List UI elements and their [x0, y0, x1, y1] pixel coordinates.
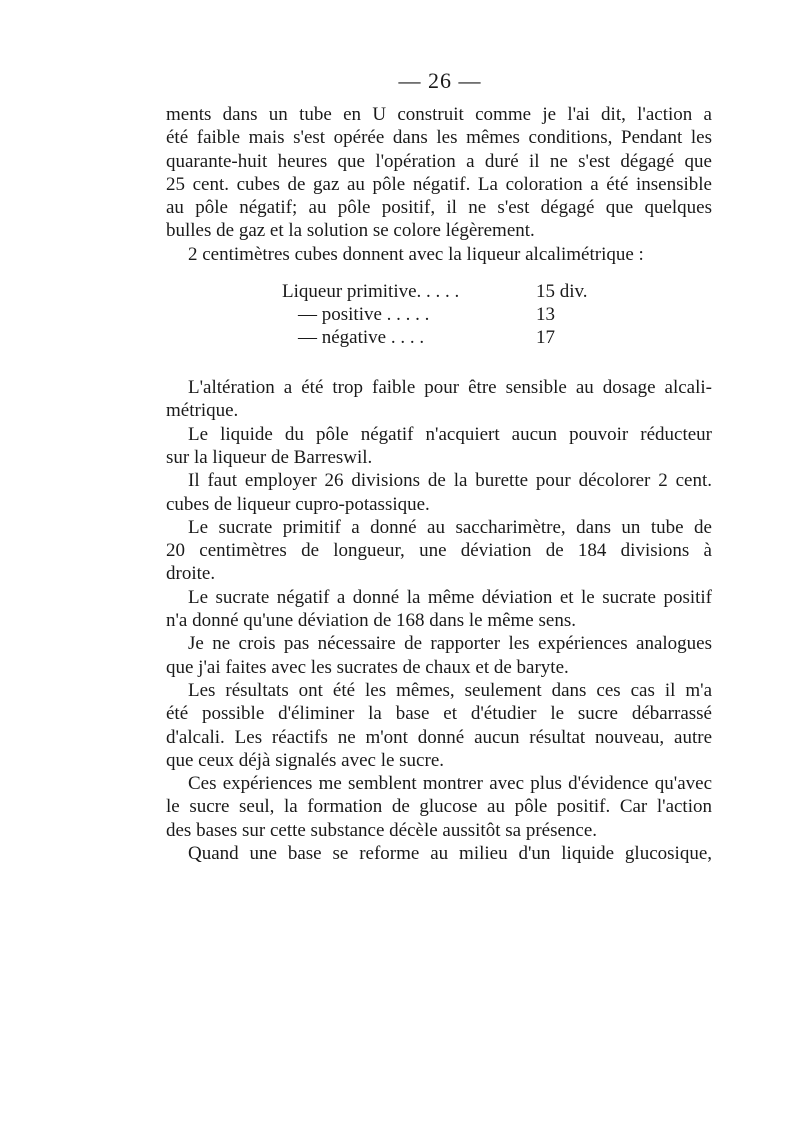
text-line: Je ne crois pas nécessaire de rapporter les expériences analogues — [188, 633, 712, 655]
text-line: cubes de liqueur cupro-potassique. — [166, 493, 430, 515]
text-line: des bases sur cette substance décèle aussitôt sa présence. — [166, 819, 598, 841]
text-line: quarante-huit heures que l'opération a duré il ne s'est dégagé que — [166, 150, 712, 172]
table-row-label: Liqueur primitive. . . . . — [282, 281, 460, 303]
table-row-value: 15 div. — [536, 281, 588, 303]
text-line: bulles de gaz et la solution se colore légèrement. — [166, 220, 535, 242]
text-line: que j'ai faites avec les sucrates de chaux et de baryte. — [166, 656, 569, 678]
text-line: que ceux déjà signalés avec le sucre. — [166, 749, 445, 771]
text-line: au pôle négatif; au pôle positif, il ne s'est dégagé que quelques — [166, 197, 712, 219]
table-row-value: 13 — [536, 304, 555, 326]
text-line: n'a donné qu'une déviation de 168 dans le même sens. — [166, 610, 576, 632]
text-line: Le sucrate négatif a donné la même déviation et le sucrate positif — [188, 586, 712, 608]
text-line: droite. — [166, 563, 216, 585]
text-line: 20 centimètres de longueur, une déviation de 184 divisions à — [166, 540, 712, 562]
body-text — [166, 103, 712, 865]
text-line: Le liquide du pôle négatif n'acquiert aucun pouvoir réducteur — [188, 423, 712, 445]
text-line: Les résultats ont été les mêmes, seulement dans ces cas il m'a — [188, 679, 712, 701]
text-line: été possible d'éliminer la base et d'étudier le sucre débarrassé — [166, 703, 712, 725]
text-line: ments dans un tube en U construit comme je l'ai dit, l'action a — [166, 104, 712, 125]
text-line: métrique. — [166, 400, 239, 422]
table-row-label: — négative . . . . — [298, 327, 425, 349]
table-row-label: — positive . . . . . — [298, 304, 430, 326]
measurement-table — [166, 266, 712, 362]
text-line: le sucre seul, la formation de glucose au pôle positif. Car l'action — [166, 796, 712, 818]
text-line: sur la liqueur de Barreswil. — [166, 446, 373, 468]
text-line: Il faut employer 26 divisions de la burette pour décolorer 2 cent. — [188, 470, 712, 492]
text-line: d'alcali. Les réactifs ne m'ont donné aucun résultat nouveau, autre — [166, 726, 712, 748]
text-line: 2 centimètres cubes donnent avec la liqueur alcalimétrique : — [188, 243, 644, 265]
text-line: L'altération a été trop faible pour être sensible au dosage alcali- — [188, 377, 712, 399]
text-line: 25 cent. cubes de gaz au pôle négatif. La coloration a été insensible — [166, 173, 712, 195]
table-row-value: 17 — [536, 327, 555, 349]
text-line: été faible mais s'est opérée dans les mêmes conditions, Pendant les — [166, 127, 712, 149]
text-line: Ces expériences me semblent montrer avec plus d'évidence qu'avec — [188, 773, 712, 795]
page-number: — 26 — — [398, 68, 482, 93]
text-line: Le sucrate primitif a donné au saccharimètre, dans un tube de — [188, 516, 712, 538]
text-line: Quand une base se reforme au milieu d'un liquide glucosique, — [188, 843, 712, 865]
